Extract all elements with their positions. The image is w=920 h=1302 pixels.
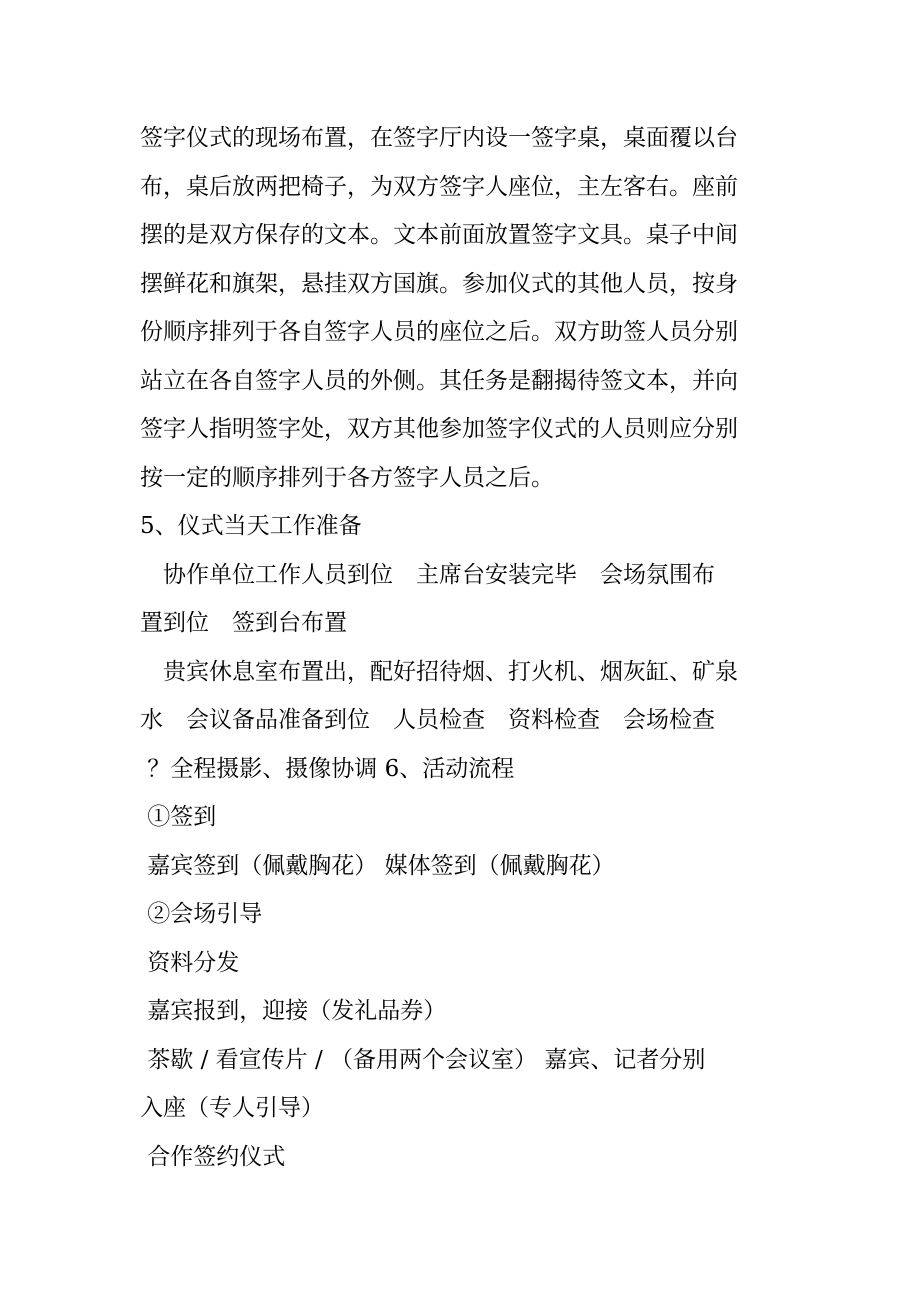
text-line: 份顺序排列于各自签字人员的座位之后。双方助签人员分别: [140, 319, 738, 345]
text-line: 置到位 签到台布置: [140, 610, 347, 636]
text-line: 摆鲜花和旗架，悬挂双方国旗。参加仪式的其他人员，按身: [140, 270, 738, 297]
list-item: 茶歇 / 看宣传片 / （备用两个会议室） 嘉宾、记者分别: [140, 1046, 706, 1073]
text-line: 站立在各自签字人员的外侧。其任务是翻揭待签文本，并向: [140, 367, 738, 394]
text-line: 摆的是双方保存的文本。文本前面放置签字文具。桌子中间: [140, 222, 738, 248]
text-line: 贵宾休息室布置出，配好招待烟、打火机、烟灰缸、矿泉: [140, 658, 738, 685]
list-item: 合作签约仪式: [140, 1143, 286, 1170]
list-item: ①签到: [140, 804, 217, 830]
document-body: [140, 114, 785, 1181]
list-item: 嘉宾签到（佩戴胸花） 媒体签到（佩戴胸花）: [140, 852, 615, 879]
list-item: 资料分发: [140, 949, 240, 976]
list-item: ②会场引导: [140, 901, 263, 927]
text-line: 布，桌后放两把椅子，为双方签字人座位，主左客右。座前: [140, 173, 738, 200]
section-heading: 5、仪式当天工作准备: [140, 513, 362, 539]
text-line: 水 会议备品准备到位 人员检查 资料检查 会场检查: [140, 707, 715, 733]
text-line: 按一定的顺序排列于各方签字人员之后。: [140, 464, 554, 491]
list-item: 嘉宾报到，迎接（发礼品券）: [140, 998, 447, 1024]
list-item: 入座（专人引导）: [140, 1095, 324, 1121]
text-line: 协作单位工作人员到位 主席台安装完毕 会场氛围布: [140, 561, 715, 588]
text-line: ？全程摄影、摄像协调 6、活动流程: [140, 755, 515, 782]
text-line: 签字仪式的现场布置，在签字厅内设一签字桌，桌面覆以台: [140, 125, 738, 151]
text-line: 签字人指明签字处，双方其他参加签字仪式的人员则应分别: [140, 416, 738, 442]
